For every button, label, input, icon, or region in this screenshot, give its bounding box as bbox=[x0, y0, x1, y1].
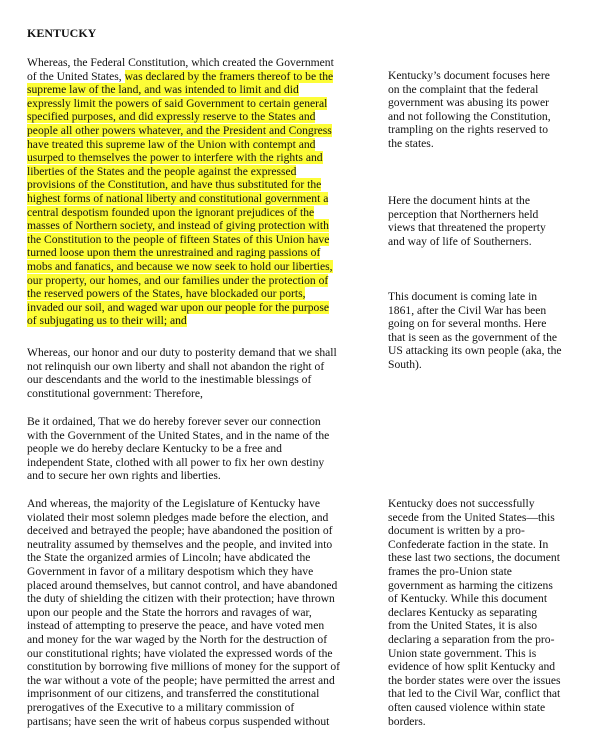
text-line: that led to the Civil War, conflict that bbox=[388, 687, 561, 701]
text-line bbox=[27, 219, 367, 233]
text-line: independent State, clothed with all power to fix her own destiny bbox=[27, 455, 325, 469]
text-line: violated their most solemn pledges made before the election, and bbox=[27, 510, 329, 524]
highlighted-text: our property, our homes, and our families under the protection of bbox=[27, 273, 329, 287]
text-line: South). bbox=[388, 357, 422, 371]
text-line: secede from the United States—this bbox=[388, 510, 555, 524]
text-line: Kentucky’s document focuses here bbox=[388, 69, 550, 82]
highlighted-text: liberties of the States and the people against the expressed bbox=[27, 164, 297, 178]
highlighted-text: of subjugating us to their will; and bbox=[27, 314, 187, 328]
text-line: instead of attempting to preserve the peace, and have voted men bbox=[27, 619, 325, 633]
highlighted-text: the Constitution to the people of fifteen States of this Union have bbox=[27, 232, 330, 246]
text-line bbox=[27, 178, 367, 192]
text-line: of the United States, was declared by the framers thereof to be the bbox=[27, 69, 334, 83]
text-line: deceived and betrayed the people; have abandoned the position of bbox=[27, 524, 333, 538]
text-line: Be it ordained, That we do hereby forever sever our connection bbox=[27, 415, 321, 428]
text-line: and not following the Constitution, bbox=[388, 109, 551, 123]
text-line: the State the organized armies of Lincoln; have abdicated the bbox=[27, 551, 311, 565]
text-line: Confederate faction in the state. In bbox=[388, 537, 549, 551]
document-title: KENTUCKY bbox=[27, 26, 97, 40]
highlighted-text: masses of Northern society, and instead of giving protection with bbox=[27, 219, 329, 233]
text-line: prerogatives of the Executive to a military commission of bbox=[27, 700, 295, 714]
text-line: This document is coming late in bbox=[388, 290, 538, 303]
paragraph-and-whereas-legislature bbox=[27, 497, 367, 728]
text-line: declares Kentucky as separating bbox=[388, 605, 538, 619]
text-line: evidence of how split Kentucky and bbox=[388, 660, 556, 674]
text-line: upon our people and the State the horrors and ravages of war, bbox=[27, 605, 312, 619]
text-line bbox=[27, 124, 367, 138]
highlighted-text: mobs and fanatics, and because we now seek to hold our liberties, bbox=[27, 259, 333, 273]
paragraph-honor-duty bbox=[27, 346, 367, 400]
text-line bbox=[27, 206, 367, 220]
text-line bbox=[27, 301, 367, 315]
text-line bbox=[27, 274, 367, 288]
highlighted-text: central despotism founded upon the ignorant prejudices of the bbox=[27, 205, 315, 219]
text-line: perception that Northerners held bbox=[388, 207, 539, 221]
highlighted-text: the reserved powers of the States, have blockaded our ports, bbox=[27, 287, 306, 301]
text-line: and money for the war waged by the North for the destruction of bbox=[27, 632, 328, 646]
text-line: constitution by borrowing five millions of money for the support of bbox=[27, 660, 340, 674]
text-line: with the Government of the United States, and in the name of the bbox=[27, 428, 330, 442]
annotation-federal-power bbox=[388, 69, 573, 151]
text-line: our descendants and the world to the inestimable blessings of bbox=[27, 373, 312, 387]
highlighted-text: have treated this supreme law of the Union with contempt and bbox=[27, 137, 316, 151]
paragraph-be-it-ordained bbox=[27, 415, 367, 483]
highlighted-text: provisions of the Constitution, and have thus substituted for the bbox=[27, 178, 322, 192]
text-line: views that threatened the property bbox=[388, 221, 546, 235]
text-line: and way of life of Southerners. bbox=[388, 234, 532, 248]
highlighted-text: specified purposes, and did expressly reserve to the States and bbox=[27, 110, 316, 124]
paragraph-whereas-constitution bbox=[27, 56, 367, 328]
text-line bbox=[27, 192, 367, 206]
text-line: Kentucky does not successfully bbox=[388, 497, 535, 510]
highlighted-text: usurped to themselves the power to interfere with the rights and bbox=[27, 151, 323, 165]
highlighted-text: highest forms of national liberty and constitutional government a bbox=[27, 191, 329, 205]
text-line: declaring a separation from the pro- bbox=[388, 632, 555, 646]
text-line: US attacking its own people (aka, the bbox=[388, 344, 562, 358]
text-line: our constitutional rights; have violated the expressed words of the bbox=[27, 646, 333, 660]
text-line: constitutional government: Therefore, bbox=[27, 386, 203, 400]
text-line bbox=[27, 314, 367, 328]
text-line: going on for several months. Here bbox=[388, 317, 547, 331]
text-line: And whereas, the majority of the Legislature of Kentucky have bbox=[27, 497, 320, 510]
text-line: frames the pro-Union state bbox=[388, 564, 512, 578]
text-line bbox=[27, 83, 367, 97]
text-line: the war without a vote of the people; have permitted the arrest and bbox=[27, 673, 335, 687]
text-line bbox=[27, 287, 367, 301]
highlighted-text: was declared by the framers thereof to be the bbox=[124, 69, 334, 83]
annotation-pro-confederate-faction bbox=[388, 497, 573, 728]
text-line bbox=[27, 260, 367, 274]
highlighted-text: invaded our soil, and waged war upon our people for the purpose bbox=[27, 300, 329, 314]
text-line: 1861, after the Civil War has been bbox=[388, 303, 547, 317]
text-line: borders. bbox=[388, 714, 426, 728]
text-line bbox=[27, 233, 367, 247]
text-line: Whereas, the Federal Constitution, which created the Government bbox=[27, 56, 334, 69]
text-line: placed around themselves, but cannot control, and have abandoned bbox=[27, 578, 338, 592]
text-line: the states. bbox=[388, 136, 434, 150]
text-line: Here the document hints at the bbox=[388, 194, 530, 207]
text-line: trampling on the rights reserved to bbox=[388, 123, 549, 137]
annotation-northern-views bbox=[388, 194, 573, 248]
text-line: Union state government. This is bbox=[388, 646, 537, 660]
highlighted-text: turned loose upon them the unrestrained and raging passions of bbox=[27, 246, 321, 260]
text-line: Government in favor of a military despotism which they have bbox=[27, 564, 314, 578]
highlighted-text: expressly limit the powers of said Government to certain general bbox=[27, 96, 328, 110]
text-line bbox=[27, 110, 367, 124]
text-line: partisans; have seen the writ of habeus corpus suspended without bbox=[27, 714, 330, 728]
text-line: imprisonment of our citizens, and transferred the constitutional bbox=[27, 687, 320, 701]
text-line: the duty of shielding the citizen with their protection; have thrown bbox=[27, 592, 335, 606]
text-line: on the complaint that the federal bbox=[388, 82, 539, 96]
text-line: Whereas, our honor and our duty to posterity demand that we shall bbox=[27, 346, 337, 359]
text-line: and to secure her own rights and liberties. bbox=[27, 469, 221, 483]
text-line: often caused violence within state bbox=[388, 700, 546, 714]
text-line bbox=[27, 97, 367, 111]
highlighted-text: people all other powers whatever, and the President and Congress bbox=[27, 123, 332, 137]
text-line: government was abusing its power bbox=[388, 96, 549, 110]
text-line: these last two sections, the document bbox=[388, 551, 560, 565]
text-line: that is seen as the government of the bbox=[388, 330, 558, 344]
text-line: people we do hereby declare Kentucky to be a free and bbox=[27, 442, 282, 456]
text-line: government as harming the citizens bbox=[388, 578, 553, 592]
text-line: neutrality assumed by themselves and the people, and invited into bbox=[27, 537, 333, 551]
text-line bbox=[27, 165, 367, 179]
text-line bbox=[27, 151, 367, 165]
text-line: of Kentucky. While this document bbox=[388, 592, 548, 606]
text-line: from the United States, it is also bbox=[388, 619, 538, 633]
highlighted-text: supreme law of the land, and was intended to limit and did bbox=[27, 83, 299, 97]
text-line: not relinquish our own liberty and shall not abandon the right of bbox=[27, 359, 325, 373]
text-line: the border states were over the issues bbox=[388, 673, 561, 687]
text-line bbox=[27, 138, 367, 152]
text-line: document is written by a pro- bbox=[388, 524, 525, 538]
annotation-late-1861 bbox=[388, 290, 573, 372]
text-line bbox=[27, 246, 367, 260]
